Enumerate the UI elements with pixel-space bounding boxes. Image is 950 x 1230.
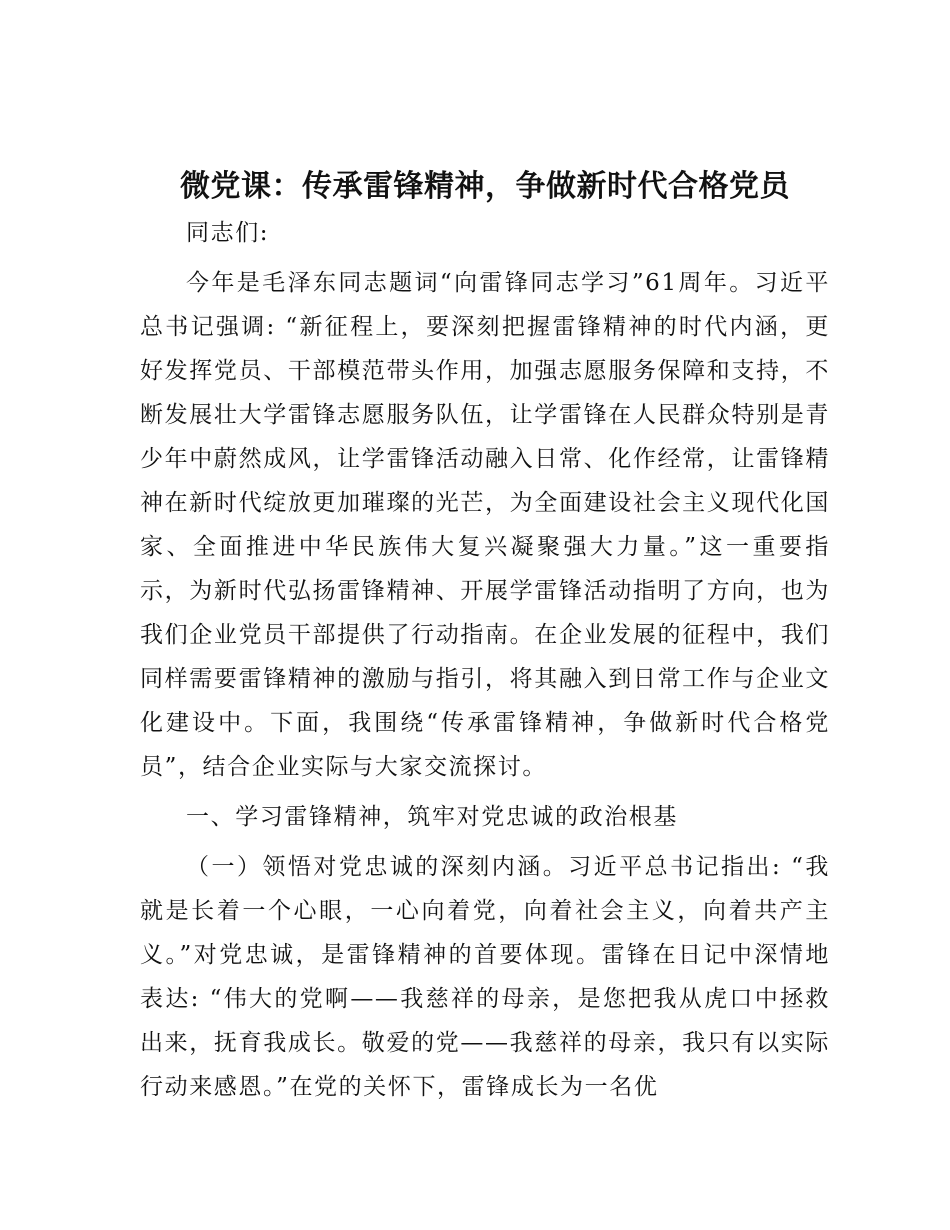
document-title: 微党课：传承雷锋精神，争做新时代合格党员 xyxy=(180,169,790,204)
document-body xyxy=(140,165,830,1109)
paragraph-section-1-1: （一）领悟对党忠诚的深刻内涵。习近平总书记指出: “我就是长着一个心眼，一心向着党，向着社会主义，向着共产主义。”对党忠诚，是雷锋精神的首要体现。雷锋在日记中深情地表达: “伟大的党啊——我慈祥的母亲，是您把我从虎口中拯救出来，抚育我成长。敬爱的党——我慈祥的母亲，我只有以实际行动来感恩。”在党的关怀下，雷锋成长为一名优 xyxy=(140,854,830,1100)
section-heading-1: 一、学习雷锋精神，筑牢对党忠诚的政治根基 xyxy=(186,804,678,830)
salutation: 同志们: xyxy=(186,220,270,246)
paragraph-intro: 今年是毛泽东同志题词“向雷锋同志学习”61周年。习近平总书记强调: “新征程上，要深刻把握雷锋精神的时代内涵，更好发挥党员、干部模范带头作用，加强志愿服务保障和支持，不断发展壮大学雷锋志愿服务队伍，让学雷锋在人民群众特别是青少年中蔚然成风，让学雷锋活动融入日常、化作经常，让雷锋精神在新时代绽放更加璀璨的光芒，为全面建设社会主义现代化国家、全面推进中华民族伟大复兴凝聚强大力量。”这一重要指示，为新时代弘扬雷锋精神、开展学雷锋活动指明了方向，也为我们企业党员干部提供了行动指南。在企业发展的征程中，我们同样需要雷锋精神的激励与指引，将其融入到日常工作与企业文化建设中。下面，我围绕“传承雷锋精神，争做新时代合格党员”，结合企业实际与大家交流探讨。 xyxy=(140,270,830,780)
